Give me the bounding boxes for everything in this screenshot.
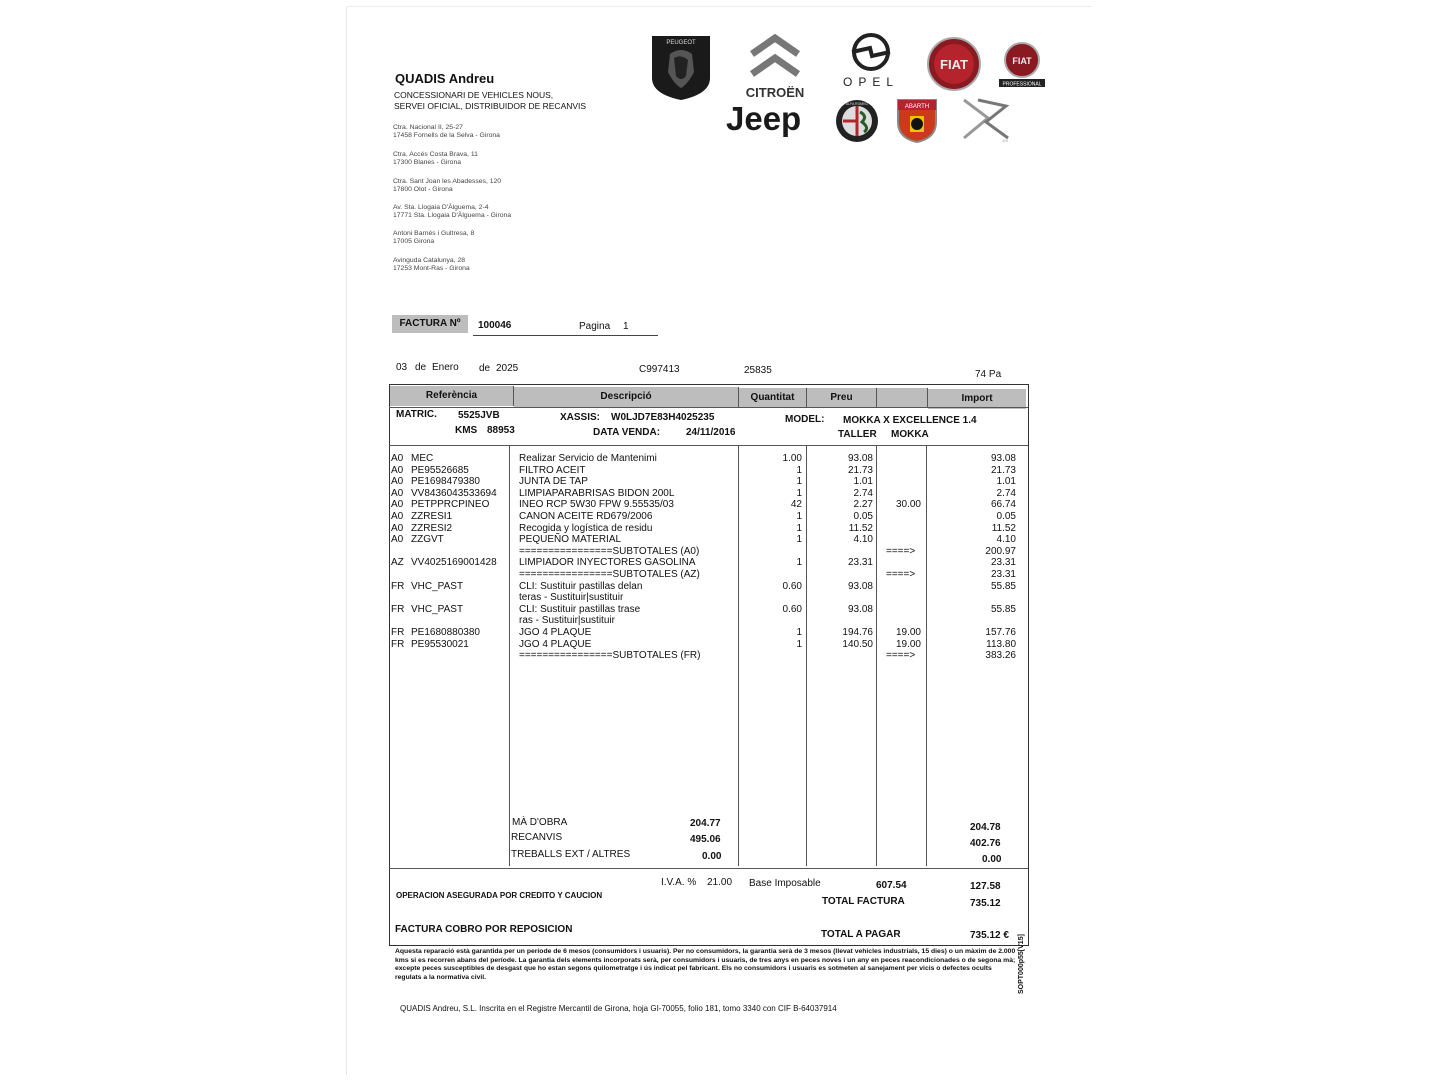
item-quantity: 1 — [796, 476, 802, 488]
item-import: 55.85 — [990, 603, 1016, 615]
invoice-code-3-number: 74 — [975, 369, 987, 380]
column-line-ref — [509, 446, 510, 866]
abarth-logo — [894, 96, 940, 144]
item-quantity: 0.60 — [782, 603, 802, 615]
item-description: ras - Sustituir|sustituir — [519, 615, 615, 627]
registry-footer: QUADIS Andreu, S.L. Inscrita en el Registre Mercantil de Girona, hoja GI-70055, folio 181, tomo 3340 con CIF B-64037914 — [400, 1004, 837, 1013]
recanvis-import: 402.76 — [970, 838, 1001, 849]
item-type: A0 — [391, 453, 404, 464]
address-line-2: 17300 Blanes - Girona — [393, 159, 462, 167]
tagline-line-2: SERVEI OFICIAL, DISTRIBUIDOR DE RECANVIS — [394, 100, 587, 111]
alfa-text: ALFA ROMEO — [845, 102, 869, 106]
kms-value: 88953 — [487, 425, 515, 436]
jeep-logo — [726, 100, 821, 138]
item-type: A0 — [391, 476, 404, 488]
item-type: A0 — [391, 522, 404, 534]
item-description: CLI: Sustituir pastillas delan — [519, 580, 643, 592]
address-block — [393, 204, 573, 220]
ma-obra-value: 204.77 — [690, 818, 721, 829]
fiat-pro-sub-text: PROFESSIONAL — [1002, 81, 1042, 88]
matric-value: 5525JVB — [458, 410, 500, 421]
vehicle-divider — [389, 445, 1028, 446]
treballs-import: 0.00 — [982, 854, 1002, 865]
item-price: 4.10 — [853, 534, 873, 546]
abarth-text: ABARTH — [904, 104, 930, 110]
item-description: ================SUBTOTALES (FR) — [519, 650, 701, 662]
item-description: teras - Sustituir|sustituir — [519, 592, 624, 604]
item-import: 55.85 — [990, 580, 1016, 592]
iva-amount: 127.58 — [970, 881, 1001, 892]
model-label: MODEL: — [785, 414, 825, 425]
item-type: A0 — [391, 534, 404, 546]
item-reference: PE1698479380 — [411, 476, 480, 488]
iva-percent: 21.00 — [707, 877, 733, 888]
total-factura-label: TOTAL FACTURA — [822, 896, 905, 907]
subtotal-arrow: ====> — [886, 650, 916, 662]
address-line-1: Antoni Barnés i Gultresa, 8 — [393, 230, 475, 237]
item-quantity: 42 — [790, 499, 802, 511]
item-type: FR — [391, 627, 405, 638]
column-header-discount — [877, 388, 928, 408]
address-line-1: Avinguda Catalunya, 28 — [393, 257, 466, 264]
item-reference: VHC_PAST — [411, 580, 464, 592]
item-description: FILTRO ACEIT — [519, 464, 586, 476]
item-quantity: 1 — [796, 487, 802, 499]
item-discount: 19.00 — [895, 627, 921, 638]
item-price: 21.73 — [847, 464, 873, 476]
company-tagline — [394, 90, 624, 111]
item-quantity: 1 — [796, 534, 802, 546]
item-import: 21.73 — [990, 464, 1016, 476]
address-line-1: Av. Sta. Llogaia D'Àlguema, 2-4 — [393, 204, 489, 211]
item-quantity: 1 — [796, 627, 802, 638]
column-line-price — [876, 446, 877, 866]
item-reference: MEC — [411, 453, 434, 464]
item-reference: ZZRESI2 — [411, 522, 453, 534]
address-line-1: Ctra. Nacional II, 25-27 — [393, 124, 463, 131]
invoice-year: 2025 — [496, 363, 519, 374]
item-description: Realizar Servicio de Mantenimi — [519, 453, 657, 464]
fiat-logo — [926, 36, 982, 92]
item-discount: 19.00 — [895, 638, 921, 650]
alfa-romeo-logo — [834, 98, 880, 144]
address-line-2: 17458 Fornells de la Selva - Girona — [393, 132, 500, 140]
address-block — [393, 151, 573, 167]
item-import: 0.05 — [996, 511, 1016, 522]
item-price: 2.74 — [853, 487, 873, 499]
column-line-disc — [926, 446, 927, 866]
item-import: 1.01 — [996, 476, 1016, 488]
invoice-day: 03 — [396, 362, 408, 373]
item-type: A0 — [391, 464, 404, 476]
item-quantity: 1 — [796, 464, 802, 476]
xassis-value: W0LJD7E83H4025235 — [611, 412, 715, 423]
item-type: FR — [391, 580, 405, 592]
item-description: ================SUBTOTALES (A0) — [519, 545, 700, 557]
invoice-de-1: de — [415, 362, 427, 373]
subtotal-arrow: ====> — [886, 545, 916, 557]
item-quantity: 1 — [796, 638, 802, 650]
ds-text: DS — [1002, 138, 1008, 143]
treballs-label: TREBALLS EXT / ALTRES — [511, 849, 631, 860]
item-description: CLI: Sustituir pastillas trase — [519, 603, 641, 615]
address-block — [393, 124, 573, 140]
header-divider — [389, 407, 1028, 408]
recanvis-value: 495.06 — [690, 834, 721, 845]
item-quantity: 0.60 — [782, 580, 802, 592]
column-header-description: Descripció — [514, 387, 739, 407]
total-a-pagar-value: 735.12 € — [970, 930, 1009, 941]
taller-value: MOKKA — [891, 429, 929, 440]
item-import: 383.26 — [985, 650, 1016, 662]
total-a-pagar-label: TOTAL A PAGAR — [821, 929, 901, 940]
item-quantity: 1 — [796, 511, 802, 522]
fiat-pro-text: FIAT — [1012, 56, 1032, 66]
item-import: 157.76 — [985, 627, 1016, 638]
address-block — [393, 230, 573, 246]
address-line-2: 17771 Sta. Llogaia D'Àlguema - Girona — [393, 212, 512, 220]
item-description: JGO 4 PLAQUE — [519, 627, 592, 638]
total-factura-value: 735.12 — [970, 898, 1001, 909]
matric-label: MATRIC. — [396, 409, 437, 420]
item-reference: PETPPRCPINEO — [411, 499, 490, 511]
item-import: 11.52 — [991, 522, 1016, 534]
item-type: FR — [391, 603, 405, 615]
citroen-text: CITROËN — [745, 85, 805, 100]
invoice-number: 100046 — [478, 320, 512, 331]
totals-divider — [389, 868, 1028, 869]
invoice-code-1: C997413 — [639, 364, 680, 375]
item-reference: PE95526685 — [411, 464, 469, 476]
opel-logo — [836, 30, 906, 90]
treballs-value: 0.00 — [702, 851, 722, 862]
item-price: 93.08 — [847, 603, 873, 615]
item-import: 113.80 — [986, 638, 1016, 650]
kms-label: KMS — [455, 425, 478, 436]
item-price: 0.05 — [853, 511, 873, 522]
opel-text: OPEL — [842, 75, 900, 89]
iva-label: I.V.A. % — [661, 877, 697, 888]
peugeot-logo — [648, 32, 714, 102]
address-block — [393, 257, 573, 273]
item-import: 23.31 — [990, 557, 1016, 569]
item-discount: 30.00 — [895, 499, 921, 511]
item-description: JUNTA DE TAP — [519, 476, 588, 488]
item-quantity: 1.00 — [782, 453, 802, 464]
page-label: Pagina — [579, 321, 611, 332]
item-price: 93.08 — [847, 453, 873, 464]
citroen-logo — [728, 30, 823, 100]
model-value: MOKKA X EXCELLENCE 1.4 — [843, 415, 977, 426]
factura-cobro: FACTURA COBRO POR REPOSICION — [395, 924, 573, 935]
address-line-2: 17800 Olot - Girona — [393, 186, 453, 194]
taller-label: TALLER — [838, 429, 877, 440]
peugeot-text: PEUGEOT — [666, 40, 696, 46]
xassis-label: XASSIS: — [560, 412, 601, 423]
ds-logo — [958, 96, 1014, 144]
vertical-document-code: SOPT000p55[V15] — [1018, 934, 1025, 994]
item-reference: PE1680880380 — [411, 627, 480, 638]
item-description: PEQUEÑO MATERIAL — [519, 534, 622, 546]
warranty-legal-text: Aquesta reparació està garantida per un període de 6 mesos (consumidors i usuaris). Per no consumidors, la garantia serà de 3 mesos (llevat vehicles industrials, 15 dies) o un màxim de 2.000 kms si es recorren abans del període. La garantia dels elements incorporats serà, per consumidors i usuaris, de tres anys en peces noves i un any en peces reacondicionades o de segona mà; excepte peces susceptibles de desgast que ho estan segons quilometratge i ús indicat pel fabricant. Els no consumidors i usuaris es sotmeten al sanejament per vicis o defectes ocults regulats a la normativa civil. — [395, 948, 1016, 981]
item-reference: VV4025169001428 — [411, 557, 497, 569]
invoice-code-3-suffix: Pa — [988, 369, 1002, 380]
column-line-qty — [806, 446, 807, 866]
subtotal-arrow: ====> — [886, 569, 916, 580]
ma-obra-label: MÀ D'OBRA — [512, 817, 568, 828]
jeep-text: Jeep — [726, 100, 802, 137]
item-description: ================SUBTOTALES (AZ) — [519, 569, 700, 580]
invoice-number-label: FACTURA Nº — [392, 315, 468, 333]
data-venda-value: 24/11/2016 — [686, 427, 736, 438]
recanvis-label: RECANVIS — [511, 832, 563, 843]
item-type: A0 — [391, 487, 404, 499]
item-reference: ZZGVT — [411, 534, 444, 546]
item-type: A0 — [391, 511, 404, 522]
item-type: A0 — [391, 499, 404, 511]
item-import: 2.74 — [996, 487, 1016, 499]
item-price: 23.31 — [847, 557, 873, 569]
item-quantity: 1 — [796, 557, 802, 569]
item-reference: ZZRESI1 — [411, 511, 453, 522]
base-imposable-label: Base Imposable — [749, 878, 821, 889]
item-type: FR — [391, 638, 405, 650]
base-imposable-value: 607.54 — [876, 880, 907, 891]
ma-obra-import: 204.78 — [970, 822, 1001, 833]
column-header-quantity: Quantitat — [739, 388, 807, 408]
address-block — [393, 178, 573, 194]
invoice-number-underline — [473, 335, 658, 336]
item-import: 23.31 — [990, 569, 1016, 580]
item-reference: VV8436043533694 — [411, 487, 497, 499]
item-price: 1.01 — [853, 476, 873, 488]
item-quantity: 1 — [796, 522, 802, 534]
tagline-line-1: CONCESSIONARI DE VEHICLES NOUS, — [394, 90, 554, 100]
column-header-import: Import — [928, 389, 1026, 409]
column-header-reference: Referència — [390, 386, 514, 406]
item-description: LIMPIAPARABRISAS BIDON 200L — [519, 487, 675, 499]
item-description: LIMPIADOR INYECTORES GASOLINA — [519, 557, 696, 569]
address-line-2: 17253 Mont-Ras - Girona — [393, 265, 470, 273]
company-name: QUADIS Andreu — [395, 71, 495, 86]
item-price: 140.50 — [842, 638, 873, 650]
item-type: AZ — [391, 557, 404, 569]
operacion-asegurada: OPERACION ASEGURADA POR CREDITO Y CAUCION — [396, 891, 603, 900]
item-price: 93.08 — [847, 580, 873, 592]
item-price: 11.52 — [848, 522, 873, 534]
item-price: 2.27 — [853, 499, 873, 511]
page-number: 1 — [623, 321, 629, 332]
address-line-1: Ctra. Accés Costa Brava, 11 — [393, 151, 478, 158]
item-import: 4.10 — [996, 534, 1016, 546]
item-import: 200.97 — [985, 545, 1016, 557]
item-price: 194.76 — [842, 627, 873, 638]
fiat-professional-logo — [998, 40, 1046, 90]
item-reference: VHC_PAST — [411, 603, 464, 615]
item-description: INEO RCP 5W30 FPW 9.55535/03 — [519, 499, 674, 511]
address-line-2: 17005 Girona — [393, 238, 435, 246]
address-line-1: Ctra. Sant Joan les Abadesses, 120 — [393, 178, 502, 185]
invoice-month: Enero — [432, 362, 459, 373]
column-line-desc — [738, 446, 739, 866]
invoice-code-2: 25835 — [744, 365, 772, 376]
item-import: 66.74 — [990, 499, 1016, 511]
item-description: CANON ACEITE RD679/2006 — [519, 511, 653, 522]
data-venda-label: DATA VENDA: — [593, 427, 661, 438]
item-reference: PE95530021 — [411, 638, 469, 650]
item-description: JGO 4 PLAQUE — [519, 638, 592, 650]
invoice-code-3 — [975, 369, 1001, 380]
column-header-price: Preu — [807, 388, 877, 408]
fiat-text: FIAT — [940, 57, 968, 72]
invoice-de-2: de — [479, 363, 491, 374]
item-description: Recogida y logística de residu — [519, 522, 653, 534]
item-import: 93.08 — [990, 453, 1016, 464]
